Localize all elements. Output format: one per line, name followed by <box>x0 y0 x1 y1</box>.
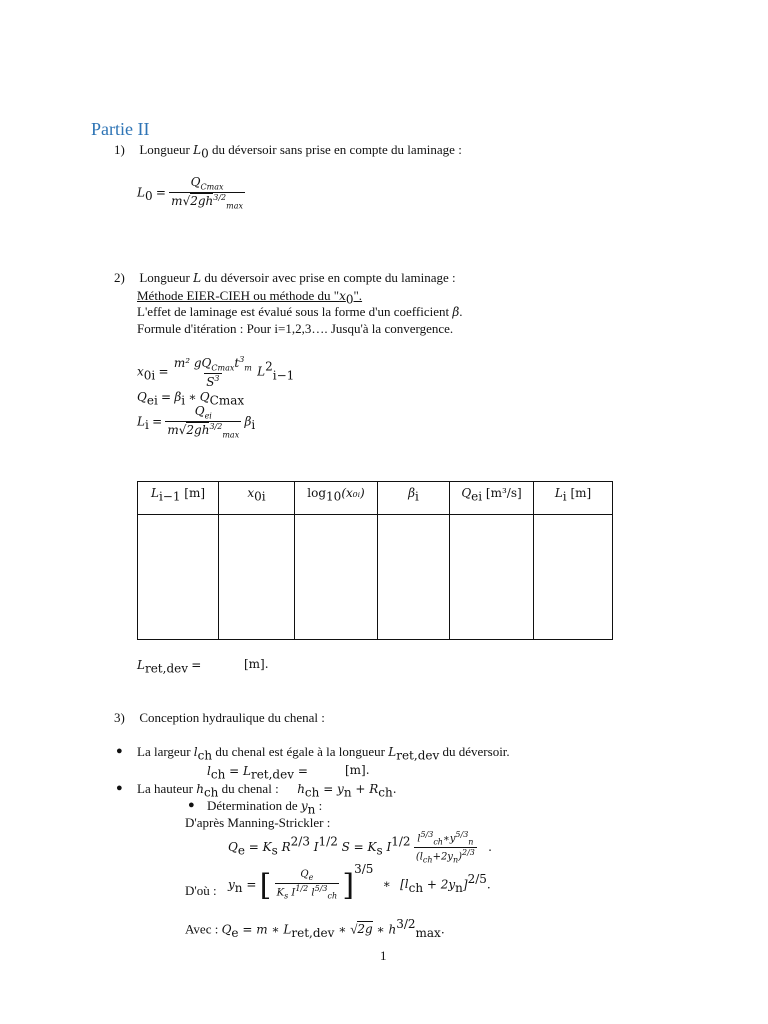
header-x0i: $x_{0i}$ <box>219 482 295 515</box>
iteration-table <box>137 481 613 640</box>
bullet-icon: ● <box>116 782 123 794</box>
formula-Li: $L_i$ = $\frac{Q_{ei}}{m√2gh^{3/2}_{max}}$ $\beta_i$ <box>137 404 256 440</box>
table-cell[interactable] <box>219 515 295 640</box>
formula-Qe: Avec : $Q_e = m$ ∗ $L_{ret,dev}$ ∗ √2g ∗ $h^{3/2}_{max}$. <box>185 917 445 940</box>
bullet-icon: ● <box>188 799 195 811</box>
header-L-prev: $L_{i-1}$ [m] <box>138 482 219 515</box>
table-cell[interactable] <box>295 515 378 640</box>
header-log: $\log_{10}(x_0ᵢ)$ <box>295 482 378 515</box>
laminage-line: L'effet de laminage est évalué sous la forme d'un coefficient β. <box>137 304 463 319</box>
table-header-row <box>138 482 613 515</box>
bullet-largeur: La largeur $l_{ch}$ du chenal est égale à la longueur $L_{ret,dev}$ du déversoir. <box>137 744 510 763</box>
formula-Lret: $L_{ret,dev}$ = <box>137 658 202 676</box>
bullet-icon: ● <box>116 745 123 757</box>
Lret-unit: [m]. <box>244 657 269 671</box>
sub-bullet-yn: Détermination de $y_n$ : <box>207 798 323 817</box>
header-beta: $\beta_i$ <box>378 482 450 515</box>
lch-unit: [m]. <box>345 763 370 777</box>
formula-x0i: $x_{0i}$ = $\frac{m^2 gQ_{Cmax}t^3_m}{S^3}$ $L^2_{i-1}$ <box>137 355 295 390</box>
table-cell[interactable] <box>534 515 613 640</box>
table-row <box>138 515 613 640</box>
section-3-heading: 3) Conception hydraulique du chenal : <box>114 710 325 725</box>
dou-label: D'où : <box>185 883 217 898</box>
header-Qei: $Q_{ei}$ [m³/s] <box>450 482 534 515</box>
page-title: Partie II <box>91 119 150 139</box>
table-cell[interactable] <box>378 515 450 640</box>
table-cell[interactable] <box>450 515 534 640</box>
bullet-hauteur: La hauteur $h_{ch}$ du chenal : $h_{ch} = y_n + R_{ch}$. <box>137 781 397 800</box>
formula-yn: $y_n$ = [ $\frac{Q_e}{K_s I^{1/2} l^{5/3}_{ch}}$ ]$^{3/5}$ ∗ $[l_{ch} + 2y_n]^{2/5}$. <box>228 862 491 903</box>
iteration-line: Formule d'itération : Pour i=1,2,3…. Jusqu'à la convergence. <box>137 321 454 336</box>
section-2-heading: 2) Longueur L du déversoir avec prise en compte du laminage : <box>114 270 456 285</box>
manning-label: D'après Manning-Strickler : <box>185 815 331 830</box>
formula-Qei: $Q_{ei} = \beta_i$ ∗ $Q_{Cmax}$ <box>137 390 245 408</box>
formula-lch: $l_{ch} = L_{ret,dev}$ = <box>207 764 308 782</box>
page-number: 1 <box>380 948 387 963</box>
method-line: Méthode EIER-CIEH ou méthode du "$x_0$". <box>137 288 363 307</box>
table-cell[interactable] <box>138 515 219 640</box>
section-number: 1) <box>114 142 125 157</box>
formula-manning: $Q_e = K_s$ $R^{2/3}$ $I^{1/2}$ $S = K_s$ $I^{1/2}$ $\frac{l^{5/3}_{ch}∗y^{5/3}_n}{(l_{ch}+2y_n)^{2/3}}$ . <box>228 830 492 865</box>
formula-L0: $L_0$ = $\frac{Q_{Cmax}}{m√2gh^{3/2}_{max}}$ <box>137 175 244 211</box>
section-1-heading: 1) Longueur $L_0$ du déversoir sans prise en compte du laminage : <box>114 142 462 161</box>
header-Li: $L_i$ [m] <box>534 482 613 515</box>
